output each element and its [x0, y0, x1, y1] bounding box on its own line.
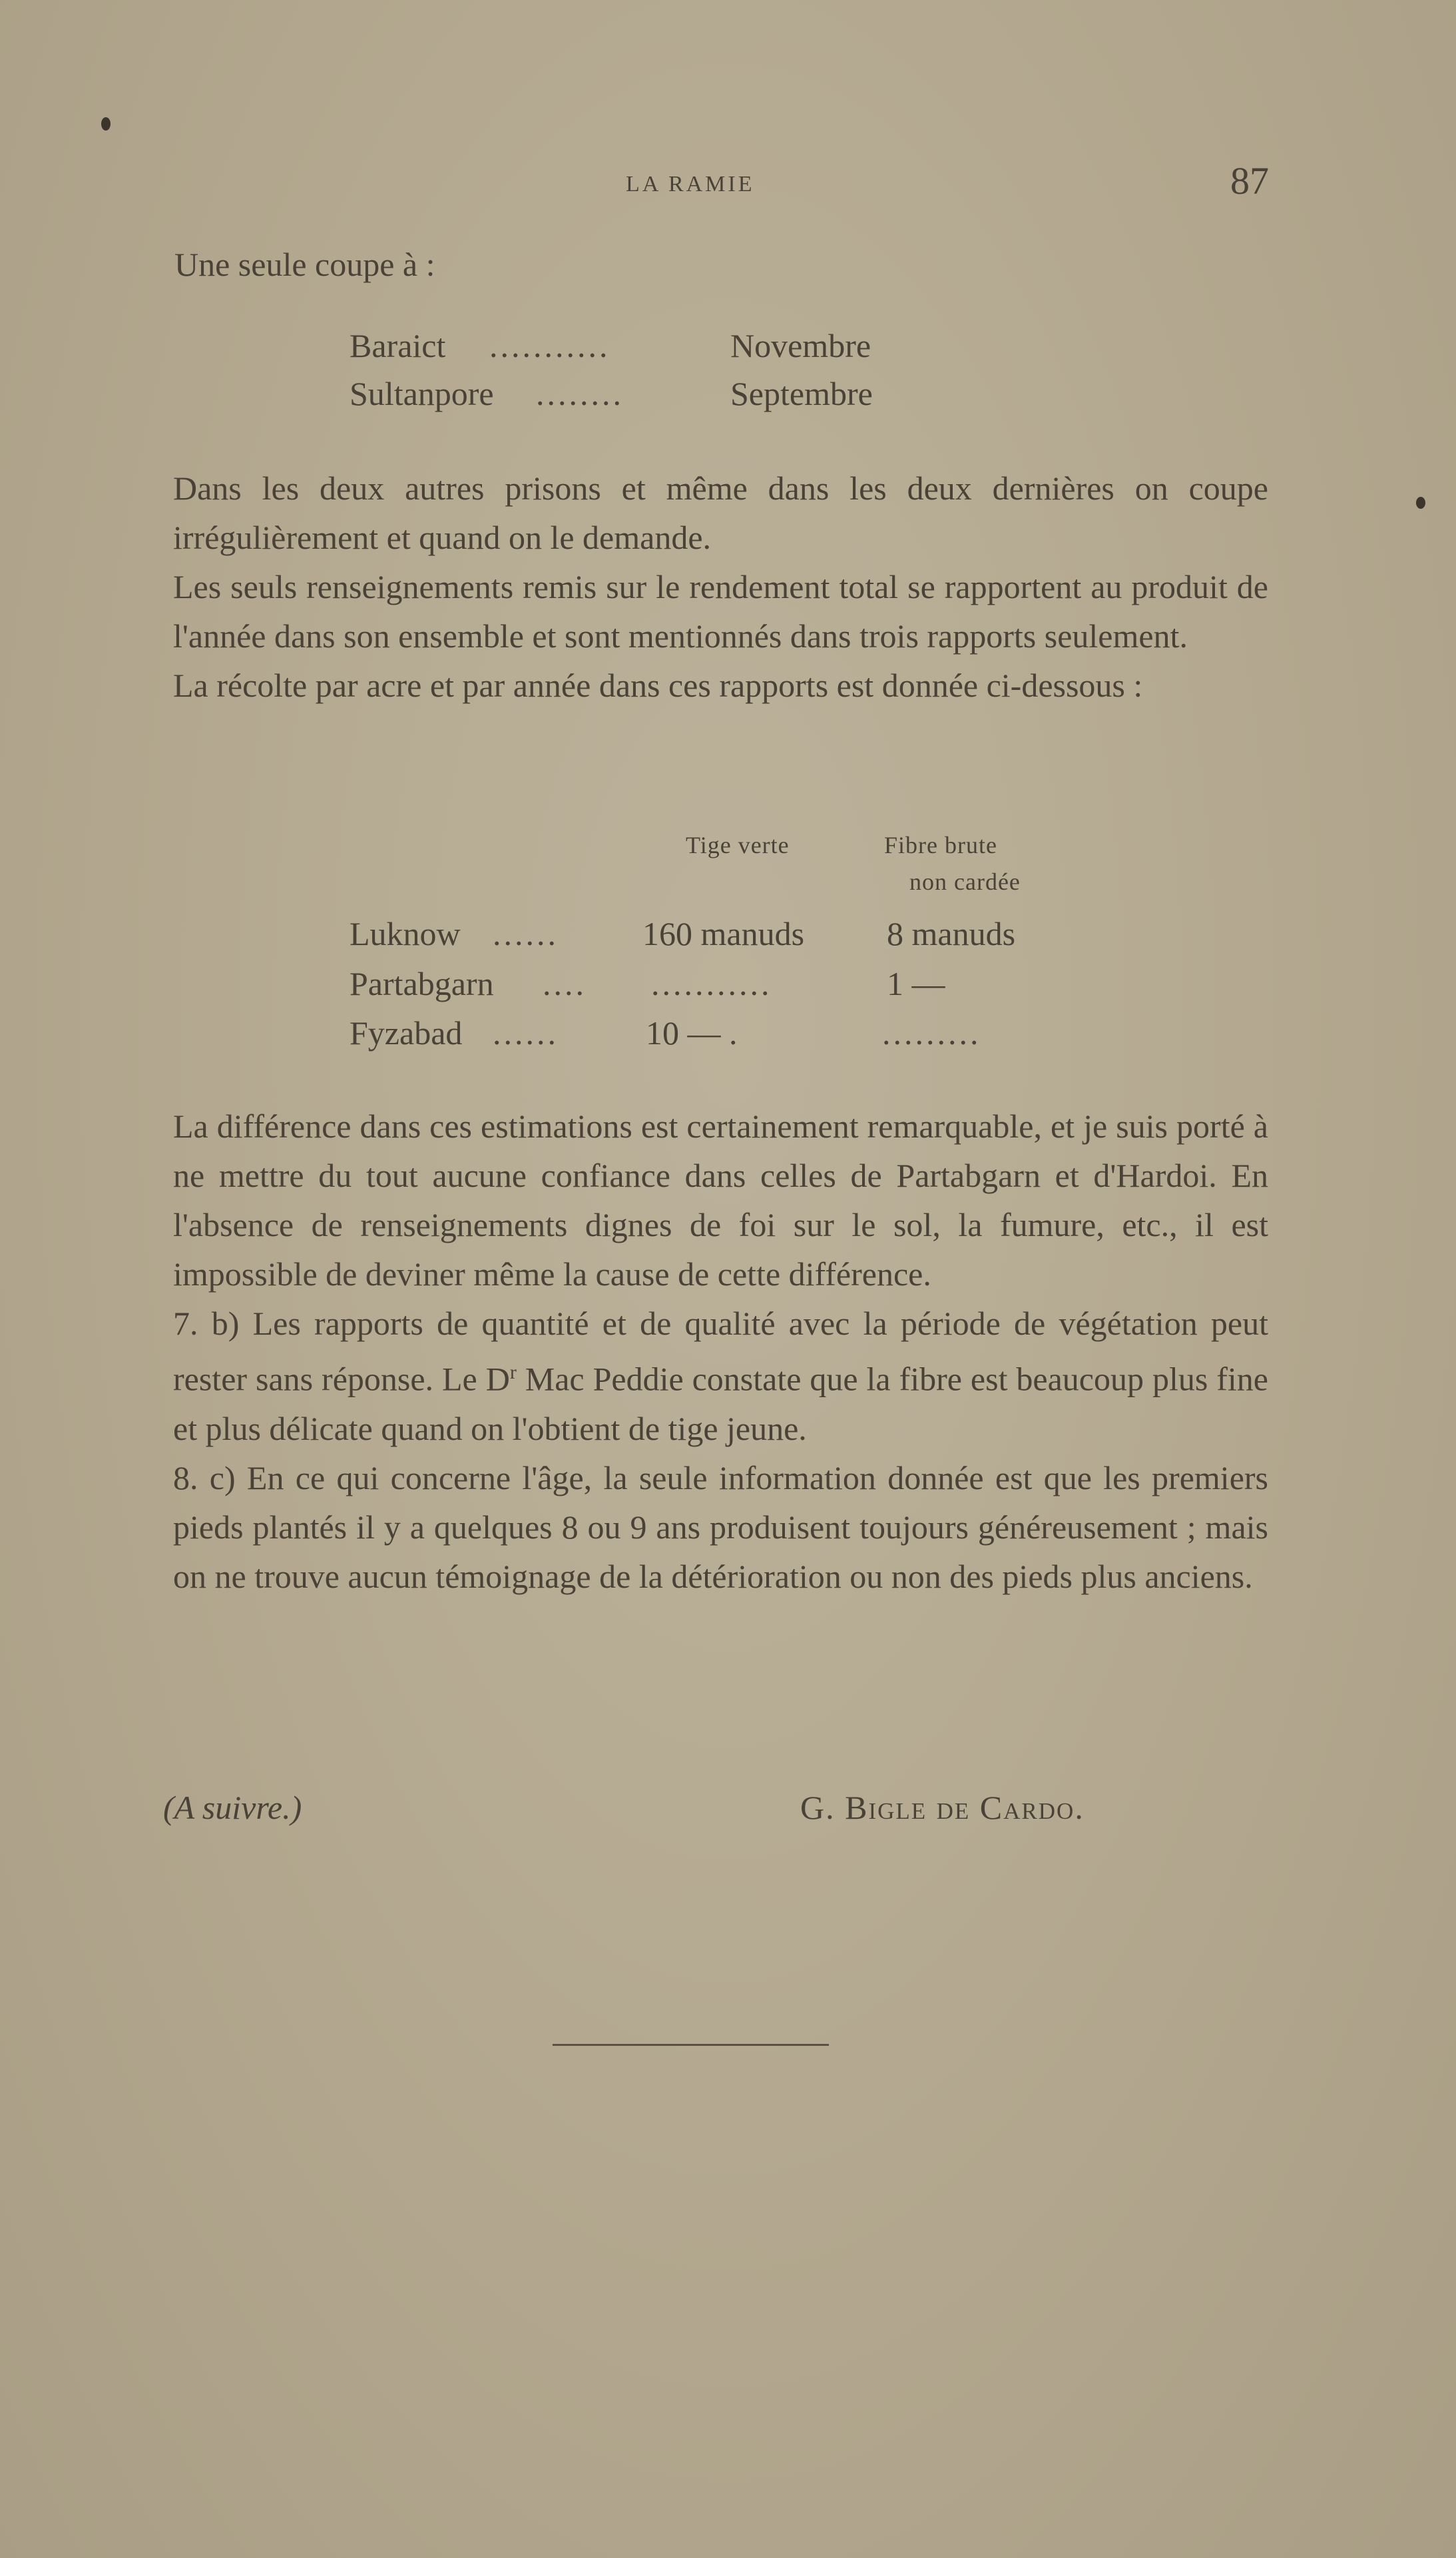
paragraph-text: La différence dans ces estimations est certainement remarquable, et je suis porté à ne mettre du tout aucune confiance dans celles de Partabgarn et d'Hardoi. En l'absence de renseignements dignes de foi sur le sol, la fumure, etc., il est impossible de deviner même la cause de cette différence. — [173, 1108, 1268, 1293]
table-cell-green-stem: 160 manuds — [642, 915, 805, 952]
table-row-dots: .... — [543, 965, 587, 1002]
author-signature: G. Bigle de Cardo. — [800, 1789, 1085, 1826]
table-header-green-stem: Tige verte — [686, 832, 790, 858]
paragraph-text: Les seuls renseignements remis sur le rendement total se rapportent au produit de l'année dans son ensemble et sont mentionnés dans trois rapports seulement. — [173, 568, 1268, 655]
intro-line: Une seule coupe à : — [174, 246, 435, 283]
table-cell-raw-fibre: ......... — [882, 1014, 981, 1052]
running-title: LA RAMIE — [626, 172, 755, 196]
paragraph — [130, 1102, 1268, 1601]
to-be-continued: (A suivre.) — [163, 1789, 302, 1826]
cut-list-month: Novembre — [730, 327, 871, 364]
table-row-dots: ...... — [493, 1014, 559, 1052]
table-cell-green-stem: ........... — [651, 965, 772, 1002]
paragraph-text-tail: Mac Peddie constate que la fibre est beaucoup plus fine et plus délicate quand on l'obtient de tige jeune. — [173, 1360, 1268, 1447]
superscript: r — [509, 1361, 517, 1383]
paragraph-text — [130, 1299, 1268, 1453]
table-cell-green-stem: 10 — . — [646, 1014, 738, 1052]
table-cell-raw-fibre: 1 — — [887, 965, 945, 1002]
cut-list-dots: ........... — [489, 327, 610, 364]
ink-spot — [1416, 497, 1425, 509]
end-rule — [553, 2044, 829, 2046]
table-header-raw-fibre: Fibre brute — [884, 832, 997, 858]
cut-list-dots: ........ — [536, 375, 624, 412]
page-number: 87 — [1230, 159, 1269, 202]
paragraph — [130, 464, 1268, 710]
table-row-place: Partabgarn — [350, 965, 494, 1002]
paragraph-text-lead: 7. b) Les rapports de quantité et de qualité avec la période de végétation peut rester sans réponse. Le D — [173, 1305, 1268, 1398]
paragraph-text: Dans les deux autres prisons et même dans les deux dernières on coupe irrégulièrement et quand on le demande. — [173, 470, 1268, 556]
ink-spot — [101, 117, 111, 131]
cut-list-place: Baraict — [350, 327, 446, 364]
cut-list-month: Septembre — [730, 375, 873, 412]
paragraph-text: La récolte par acre et par année dans ces rapports est donnée ci-dessous : — [173, 667, 1143, 704]
table-row-dots: ...... — [493, 915, 559, 952]
table-row-place: Fyzabad — [350, 1014, 463, 1052]
table-cell-raw-fibre: 8 manuds — [887, 915, 1016, 952]
table-header-uncarded: non cardée — [909, 868, 1021, 895]
paragraph-text: 8. c) En ce qui concerne l'âge, la seule information donnée est que les premiers pieds plantés il y a quelques 8 ou 9 ans produisent toujours généreusement ; mais on ne trouve aucun témoignage de la détérioration ou non des pieds plus anciens. — [173, 1458, 1268, 1595]
table-row-place: Luknow — [350, 915, 461, 952]
cut-list-place: Sultanpore — [350, 375, 494, 412]
